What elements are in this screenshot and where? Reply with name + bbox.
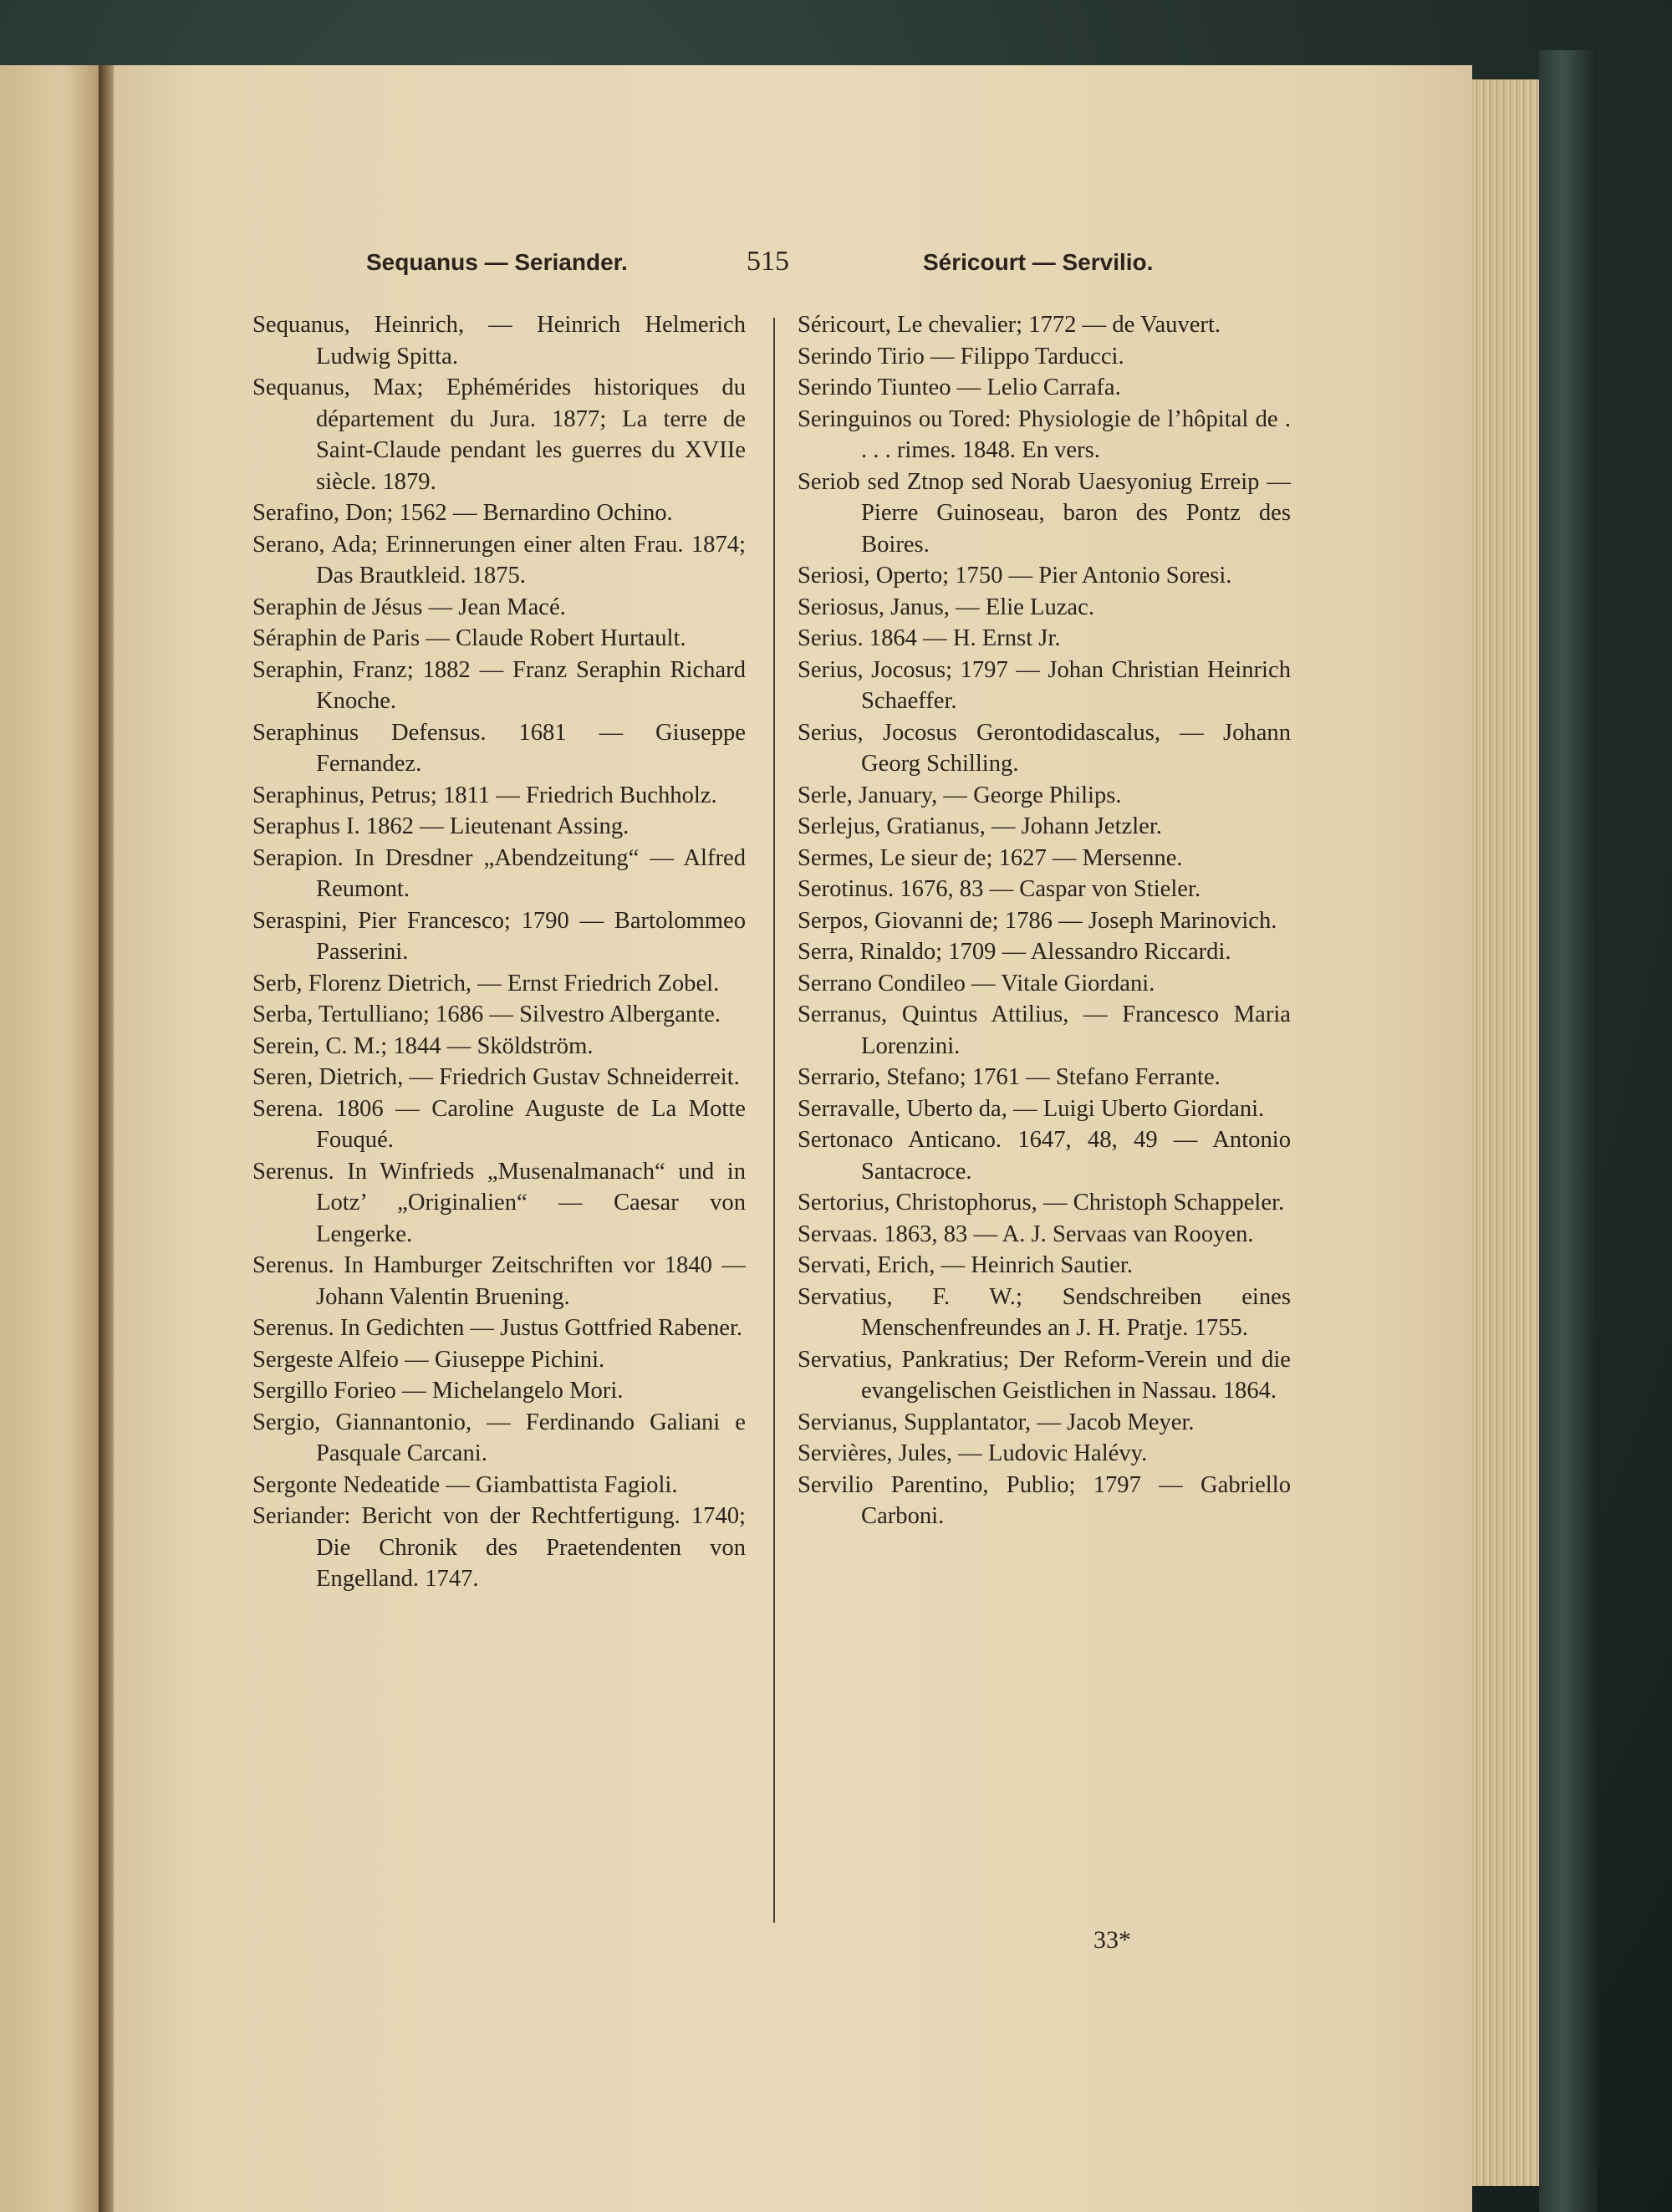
index-entry: Serafino, Don; 1562 — Bernardino Ochino. bbox=[252, 500, 673, 526]
index-entry: Séricourt, Le chevalier; 1772 — de Vauvert. bbox=[798, 312, 1221, 338]
index-entry: Servilio Parentino, Publio; 1797 — Gabriello Carboni. bbox=[798, 1471, 1291, 1529]
page-edges bbox=[1472, 79, 1539, 2186]
index-entry: Serena. 1806 — Caroline Auguste de La Motte Fouqué. bbox=[252, 1095, 746, 1153]
index-entry: Sermes, Le sieur de; 1627 — Mersenne. bbox=[798, 844, 1183, 871]
index-entry: Sergio, Giannantonio, — Ferdinando Galiani e Pasquale Carcani. bbox=[252, 1409, 746, 1466]
index-entry: Serius, Jocosus; 1797 — Johan Christian Heinrich Schaeffer. bbox=[798, 656, 1291, 714]
index-entry: Sergonte Nedeatide — Giambattista Fagioli. bbox=[252, 1471, 678, 1498]
left-column bbox=[252, 309, 746, 1595]
index-entry: Seraphus I. 1862 — Lieutenant Assing. bbox=[252, 813, 630, 839]
index-entry: Serpos, Giovanni de; 1786 — Joseph Marinovich. bbox=[798, 907, 1277, 934]
index-entry: Seraphinus Defensus. 1681 — Giuseppe Fernandez. bbox=[252, 719, 746, 777]
index-entry: Seraspini, Pier Francesco; 1790 — Bartolommeo Passerini. bbox=[252, 907, 746, 965]
index-entry: Seren, Dietrich, — Friedrich Gustav Schneiderreit. bbox=[252, 1064, 740, 1090]
index-entry: Serba, Tertulliano; 1686 — Silvestro Albergante. bbox=[252, 1002, 721, 1027]
index-entry: Servati, Erich, — Heinrich Sautier. bbox=[798, 1252, 1133, 1278]
index-entry: Seraphin, Franz; 1882 — Franz Seraphin Richard Knoche. bbox=[252, 656, 746, 714]
index-entry: Servaas. 1863, 83 — A. J. Servaas van Rooyen. bbox=[798, 1221, 1254, 1247]
index-entry: Serranus, Quintus Attilius, — Francesco Maria Lorenzini. bbox=[798, 1002, 1291, 1059]
running-header bbox=[114, 246, 1472, 283]
index-entry: Sequanus, Heinrich, — Heinrich Helmerich Ludwig Spitta. bbox=[252, 312, 746, 370]
index-entry: Serius. 1864 — H. Ernst Jr. bbox=[798, 625, 1061, 651]
index-entry: Seraphinus, Petrus; 1811 — Friedrich Buchholz. bbox=[252, 782, 717, 808]
index-entry: Serenus. In Hamburger Zeitschriften vor 1840 — Johann Valentin Bruening. bbox=[252, 1252, 746, 1310]
header-right: Séricourt — Servilio. bbox=[923, 249, 1154, 275]
index-entry: Serlejus, Gratianus, — Johann Jetzler. bbox=[798, 813, 1162, 839]
column-divider bbox=[773, 318, 775, 1923]
index-entry: Seriander: Bericht von der Rechtfertigung. 1740; Die Chronik des Praetendenten von Engelland. 1747. bbox=[252, 1503, 746, 1592]
index-entry: Seriosi, Operto; 1750 — Pier Antonio Soresi. bbox=[798, 563, 1232, 589]
index-entry: Sergeste Alfeio — Giuseppe Pichini. bbox=[252, 1346, 605, 1373]
index-entry: Serrario, Stefano; 1761 — Stefano Ferrante. bbox=[798, 1064, 1221, 1090]
index-entry: Servatius, F. W.; Sendschreiben eines Menschenfreundes an J. H. Pratje. 1755. bbox=[798, 1283, 1291, 1341]
index-entry: Séraphin de Paris — Claude Robert Hurtault. bbox=[252, 625, 686, 651]
page-number: 515 bbox=[747, 246, 789, 277]
index-entry: Servières, Jules, — Ludovic Halévy. bbox=[798, 1440, 1148, 1466]
index-entry: Serotinus. 1676, 83 — Caspar von Stieler. bbox=[798, 876, 1201, 902]
index-entry: Serius, Jocosus Gerontodidascalus, — Johann Georg Schilling. bbox=[798, 719, 1291, 777]
index-entry: Serapion. In Dresdner „Abendzeitung“ — Alfred Reumont. bbox=[252, 844, 746, 902]
index-entry: Sequanus, Max; Ephémérides historiques du département du Jura. 1877; La terre de Saint-Claude pendant les guerres du XVIIe siècle. 1879. bbox=[252, 375, 746, 495]
signature-mark: 33* bbox=[1093, 1926, 1131, 1954]
index-entry: Serrano Condileo — Vitale Giordani. bbox=[798, 970, 1155, 996]
index-entry: Sertorius, Christophorus, — Christoph Schappeler. bbox=[798, 1190, 1285, 1216]
index-entry: Serle, January, — George Philips. bbox=[798, 782, 1122, 808]
index-entry: Seriob sed Ztnop sed Norab Uaesyoniug Erreip — Pierre Guinoseau, baron des Pontz des Boires. bbox=[798, 468, 1291, 558]
index-entry: Sertonaco Anticano. 1647, 48, 49 — Antonio Santacroce. bbox=[798, 1127, 1291, 1185]
header-left: Sequanus — Seriander. bbox=[366, 249, 628, 275]
index-entry: Seraphin de Jésus — Jean Macé. bbox=[252, 594, 566, 620]
index-entry: Serb, Florenz Dietrich, — Ernst Friedrich Zobel. bbox=[252, 970, 720, 996]
index-entry: Seringuinos ou Tored: Physiologie de l’hôpital de . . . . rimes. 1848. En vers. bbox=[798, 405, 1291, 463]
index-entry: Serenus. In Winfrieds „Musenalmanach“ und in Lotz’ „Originalien“ — Caesar von Lengerke. bbox=[252, 1158, 746, 1247]
index-entry: Serra, Rinaldo; 1709 — Alessandro Riccardi. bbox=[798, 939, 1231, 965]
index-entry: Serein, C. M.; 1844 — Sköldström. bbox=[252, 1032, 594, 1059]
index-entry: Servianus, Supplantator, — Jacob Meyer. bbox=[798, 1409, 1195, 1435]
index-entry: Serindo Tiunteo — Lelio Carrafa. bbox=[798, 375, 1121, 400]
index-entry: Serano, Ada; Erinnerungen einer alten Frau. 1874; Das Brautkleid. 1875. bbox=[252, 531, 746, 589]
index-entry: Serindo Tirio — Filippo Tarducci. bbox=[798, 343, 1124, 370]
index-entry: Seriosus, Janus, — Elie Luzac. bbox=[798, 594, 1094, 620]
binding-right bbox=[1539, 50, 1598, 2212]
index-entry: Serravalle, Uberto da, — Luigi Uberto Giordani. bbox=[798, 1095, 1265, 1122]
index-entry: Servatius, Pankratius; Der Reform-Verein und die evangelischen Geistlichen in Nassau. 1864. bbox=[798, 1346, 1291, 1404]
right-column bbox=[798, 309, 1291, 1532]
index-entry: Serenus. In Gedichten — Justus Gottfried Rabener. bbox=[252, 1315, 743, 1341]
left-page-edge bbox=[0, 65, 105, 2212]
index-entry: Sergillo Forieo — Michelangelo Mori. bbox=[252, 1378, 624, 1404]
